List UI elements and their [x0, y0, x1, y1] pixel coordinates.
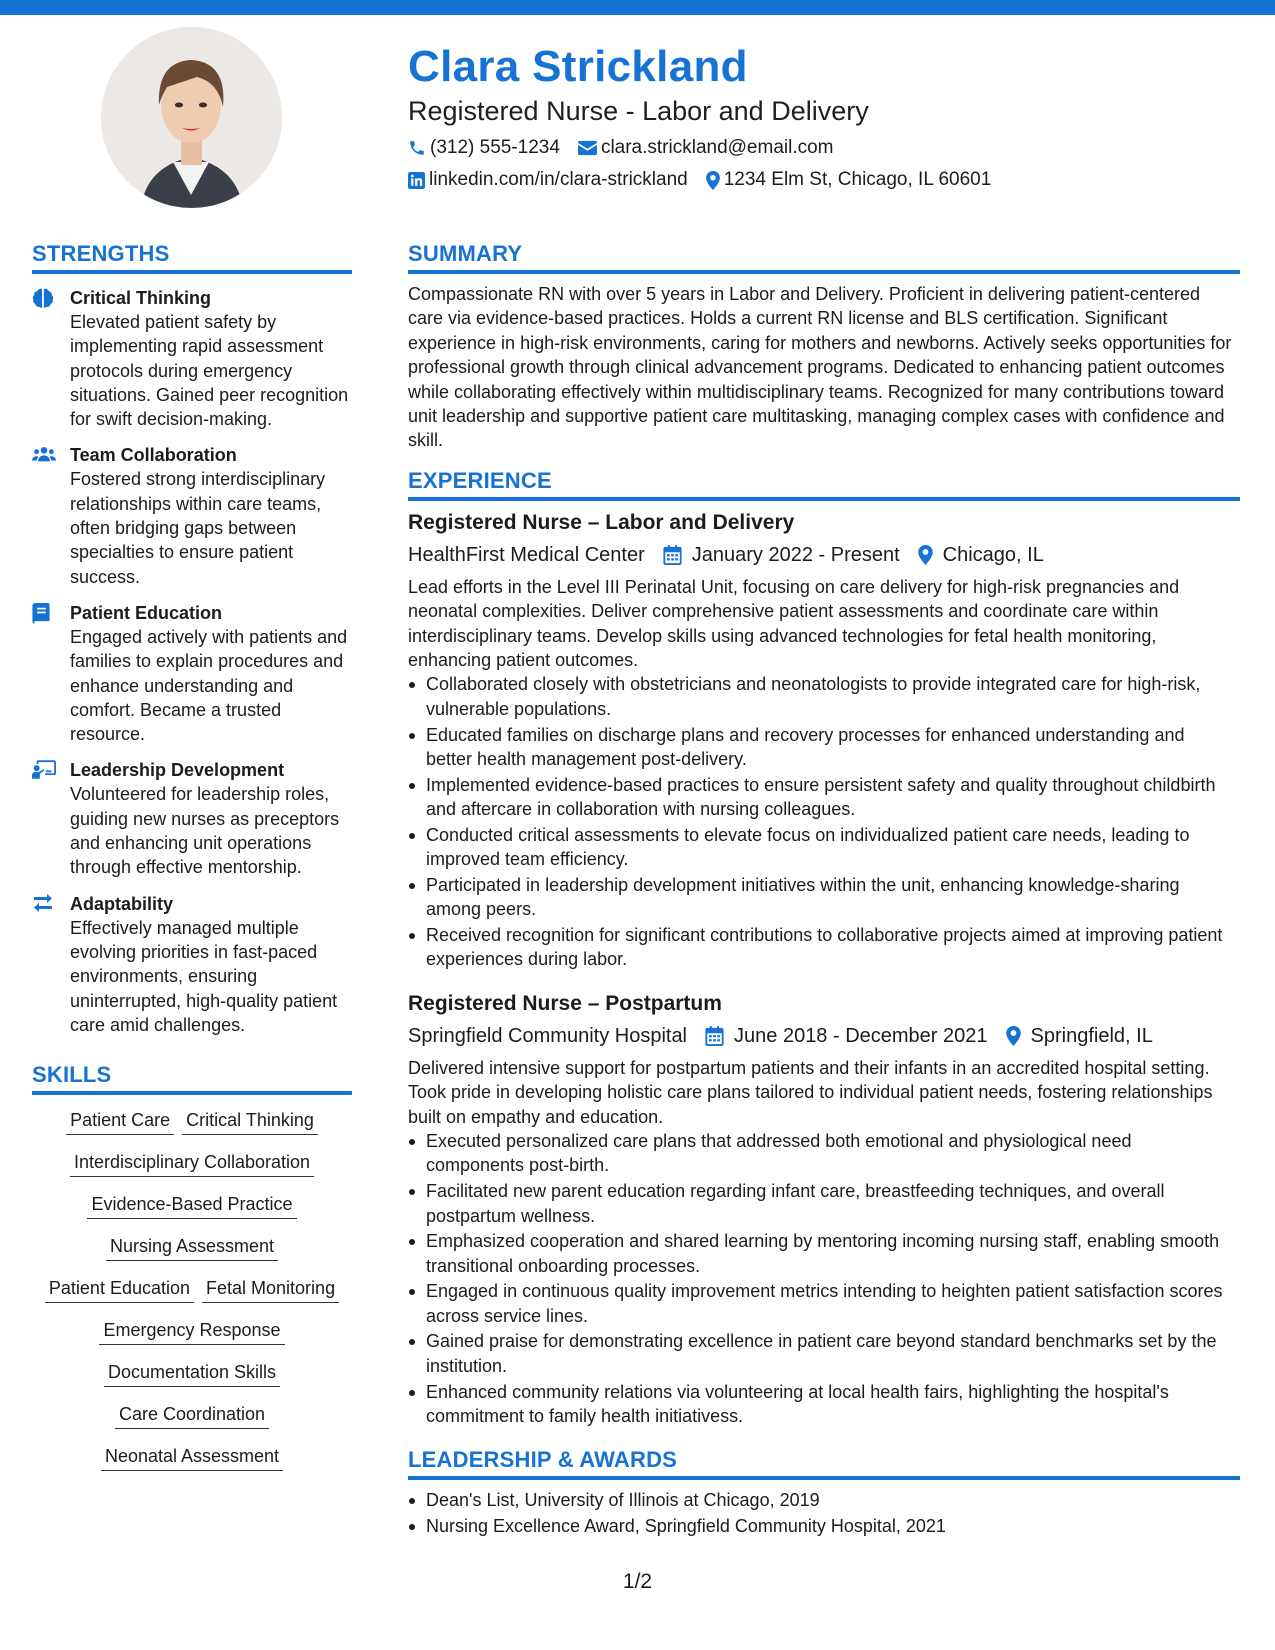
linkedin-contact[interactable] — [408, 168, 688, 192]
candidate-role: Registered Nurse - Labor and Delivery — [408, 96, 869, 126]
strength-description: Engaged actively with patients and families to explain procedures and enhance understanding and comfort. Became a trusted resource. — [70, 626, 348, 745]
job-bullet: Received recognition for significant contributions to collaborative projects aimed at improving patient experiences during labor. — [408, 923, 1228, 972]
email-text: clara.strickland@email.com — [600, 137, 834, 158]
right-column — [408, 240, 1240, 1540]
skill-tag: Evidence-Based Practice — [87, 1191, 296, 1219]
strength-description: Fostered strong interdisciplinary relationships within care teams, often bridging gaps between specialties to ensure patient success. — [70, 469, 326, 587]
job-bullet: Conducted critical assessments to elevate focus on individualized patient care needs, leading to improved team efficiency. — [408, 823, 1228, 872]
job-bullets — [408, 1129, 1240, 1428]
users-icon — [32, 445, 56, 463]
skill-tag: Emergency Response — [99, 1317, 284, 1345]
summary-heading: SUMMARY — [408, 240, 1240, 274]
phone-icon — [408, 139, 426, 157]
job-bullet: Educated families on discharge plans and recovery processes for enhanced understanding and better health management post-delivery. — [408, 723, 1228, 772]
brain-icon — [32, 288, 54, 308]
page-number: 1/2 — [622, 1570, 653, 1593]
skill-tag: Nursing Assessment — [106, 1233, 278, 1261]
arrows-exchange-icon — [32, 894, 54, 912]
skill-tag: Care Coordination — [115, 1401, 269, 1429]
strength-item — [32, 758, 352, 879]
job-title: Registered Nurse – Labor and Delivery — [408, 510, 795, 534]
book-icon — [32, 603, 50, 624]
strength-description: Effectively managed multiple evolving priorities in fast-paced environments, ensuring uninterrupted, high-quality patient care amid challenges. — [70, 917, 338, 1035]
phone-text: (312) 555-1234 — [430, 137, 560, 158]
job-bullet: Emphasized cooperation and shared learning by mentoring incoming nursing staff, enabling smooth transitional onboarding processes. — [408, 1229, 1228, 1278]
strength-title: Team Collaboration — [70, 445, 237, 466]
skills-heading: SKILLS — [32, 1061, 352, 1095]
skill-tag: Critical Thinking — [182, 1107, 318, 1135]
leadership-heading: LEADERSHIP & AWARDS — [408, 1446, 1240, 1480]
job-bullet: Participated in leadership development initiatives within the unit, enhancing knowledge-sharing among peers. — [408, 873, 1228, 922]
award-item: Dean's List, University of Illinois at Chicago, 2019 — [408, 1488, 1228, 1512]
strength-item — [32, 601, 352, 746]
award-item: Nursing Excellence Award, Springfield Community Hospital, 2021 — [408, 1514, 1228, 1538]
contact-row-2 — [408, 168, 1228, 192]
skill-tag: Neonatal Assessment — [101, 1443, 283, 1471]
contact-row-1 — [408, 136, 1228, 160]
job-title: Registered Nurse – Postpartum — [408, 991, 722, 1015]
linkedin-text: linkedin.com/in/clara-strickland — [429, 169, 688, 190]
job-bullet: Collaborated closely with obstetricians and neonatologists to provide integrated care for high-risk, vulnerable populations. — [408, 672, 1228, 721]
strength-item — [32, 443, 352, 588]
address-text: 1234 Elm St, Chicago, IL 60601 — [723, 169, 992, 190]
job-entry — [408, 990, 1240, 1429]
skill-tag: Patient Education — [45, 1275, 194, 1303]
strength-title: Adaptability — [70, 893, 174, 914]
job-bullets — [408, 672, 1240, 971]
calendar-icon — [705, 1026, 724, 1046]
linkedin-icon — [408, 172, 425, 189]
job-bullet: Implemented evidence-based practices to ensure persistent safety and quality throughout childbirth and aftercare in collaboration with nursing colleagues. — [408, 773, 1228, 822]
job-company: Springfield Community Hospital — [408, 1024, 688, 1047]
job-dates: June 2018 - December 2021 — [734, 1024, 988, 1047]
job-bullet: Executed personalized care plans that addressed both emotional and physiological need components post-birth. — [408, 1129, 1228, 1178]
skill-tag: Interdisciplinary Collaboration — [70, 1149, 314, 1177]
profile-photo — [101, 27, 282, 208]
strength-title: Patient Education — [70, 602, 223, 623]
location-pin-icon — [918, 545, 933, 565]
job-meta — [408, 541, 1240, 569]
job-bullet: Engaged in continuous quality improvement metrics intending to heighten patient satisfaction scores across service lines. — [408, 1279, 1228, 1328]
strengths-heading: STRENGTHS — [32, 240, 352, 274]
job-location: Chicago, IL — [942, 543, 1044, 566]
job-meta — [408, 1022, 1240, 1050]
calendar-icon — [663, 545, 682, 565]
email-contact[interactable] — [578, 136, 834, 160]
strength-item — [32, 892, 352, 1037]
phone-contact[interactable] — [408, 136, 560, 160]
job-description: Delivered intensive support for postpartum patients and their infants in an accredited hospital setting. Took pride in developing holistic care plans tailored to individual patient needs, fostering relationships built on empathy and education. — [408, 1057, 1213, 1127]
job-bullet: Gained praise for demonstrating excellence in patient care beyond standard benchmarks set by the institution. — [408, 1329, 1228, 1378]
chalkboard-teacher-icon — [32, 760, 56, 779]
strength-title: Leadership Development — [70, 760, 285, 781]
candidate-name: Clara Strickland — [408, 42, 748, 91]
summary-text: Compassionate RN with over 5 years in Labor and Delivery. Proficient in delivering patient-centered care via evidence-based practices. Holds a current RN license and BLS certification. Significant experience in high-risk environments, caring for mothers and newborns. Actively seeks opportunities for professional growth through clinical advancement programs. Dedicated to enhancing patient outcomes while collaborating effectively within multidisciplinary teams. Recognized for many contributions toward unit leadership and supportive patient care multitasking, managing complex cases with confidence and skill. — [408, 284, 1232, 451]
strength-title: Critical Thinking — [70, 288, 212, 308]
skills-list — [32, 1107, 352, 1471]
envelope-icon — [578, 140, 597, 156]
skill-tag: Fetal Monitoring — [202, 1275, 339, 1303]
strength-description: Volunteered for leadership roles, guiding new nurses as preceptors and enhancing unit operations through effective mentorship. — [70, 784, 340, 878]
location-pin-icon — [1006, 1026, 1021, 1046]
job-entry — [408, 509, 1240, 972]
job-location: Springfield, IL — [1030, 1024, 1153, 1047]
skill-tag: Patient Care — [66, 1107, 174, 1135]
job-description: Lead efforts in the Level III Perinatal Unit, focusing on care delivery for high-risk pregnancies and neonatal complexities. Deliver comprehensive patient assessments and coordinate care within interdisciplinary teams. Develop skills using advanced technologies for fetal health monitoring, enhancing patient outcomes. — [408, 576, 1180, 671]
address-contact — [706, 168, 992, 192]
resume-header — [408, 40, 1228, 192]
location-pin-icon — [706, 171, 720, 190]
left-column — [32, 240, 352, 1485]
top-accent-bar — [0, 0, 1275, 15]
job-dates: January 2022 - Present — [691, 543, 900, 566]
job-bullet: Facilitated new parent education regarding infant care, breastfeeding techniques, and overall postpartum wellness. — [408, 1179, 1228, 1228]
leadership-list — [408, 1488, 1240, 1538]
skill-tag: Documentation Skills — [104, 1359, 280, 1387]
strength-item — [32, 286, 352, 431]
strength-description: Elevated patient safety by implementing rapid assessment protocols during emergency situations. Gained peer recognition for swift decision-making. — [70, 312, 349, 430]
experience-heading: EXPERIENCE — [408, 467, 1240, 501]
job-company: HealthFirst Medical Center — [408, 543, 645, 566]
job-bullet: Enhanced community relations via volunteering at local health fairs, highlighting the hospital's commitment to family health initiativess. — [408, 1380, 1228, 1429]
